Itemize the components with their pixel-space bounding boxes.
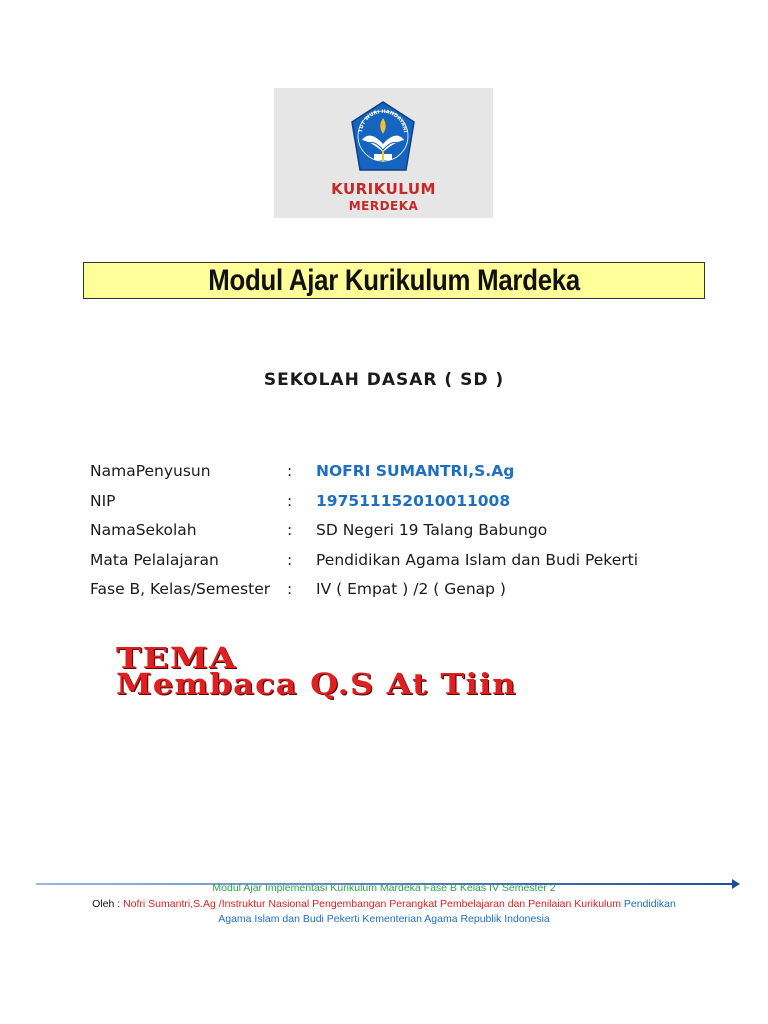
info-label: NamaPenyusun: [90, 462, 211, 480]
title-banner: [83, 262, 705, 299]
footer-author: Nofri Sumantri,S.Ag /Instruktur Nasional Pengembangan Perangkat Pembelajaran dan Penilaian Kurikulum: [123, 898, 621, 910]
info-label: NamaSekolah: [90, 521, 197, 539]
school-name-value: SD Negeri 19 Talang Babungo: [316, 521, 548, 539]
theme-label: TEMA: [116, 641, 237, 675]
nip-value: 197511152010011008: [316, 491, 511, 510]
tut-wuri-handayani-emblem-icon: [350, 100, 416, 176]
footer-module-caption: Modul Ajar Implementasi Kurikulum Mardeka Fase B Kelas IV Semester 2: [212, 882, 556, 894]
theme-heading: [116, 641, 517, 701]
school-level-heading: SEKOLAH DASAR ( SD ): [263, 370, 505, 390]
info-row-subject: [90, 549, 710, 579]
footer-by-label: Oleh :: [92, 898, 121, 910]
author-name-value: NOFRI SUMANTRI,S.Ag: [316, 462, 515, 480]
info-label: Fase B, Kelas/Semester: [90, 580, 271, 598]
subject-value: Pendidikan Agama Islam dan Budi Pekerti: [316, 550, 639, 569]
theme-title: Membaca Q.S At Tiin: [116, 667, 517, 701]
info-label: Mata Pelalajaran: [90, 550, 219, 569]
author-info-table: [90, 460, 710, 608]
info-row-school: [90, 519, 710, 549]
info-colon: :: [287, 462, 293, 480]
info-row-phase: [90, 578, 710, 608]
kurikulum-merdeka-logo: [274, 88, 493, 218]
info-label: NIP: [90, 491, 116, 510]
info-colon: :: [287, 580, 293, 598]
info-colon: :: [287, 550, 293, 569]
footer-dept-part1: Pendidikan: [623, 898, 676, 910]
svg-text:TUT WURI HANDAYANI: TUT WURI HANDAYANI: [358, 108, 408, 133]
info-row-author: [90, 460, 710, 490]
info-colon: :: [287, 521, 293, 539]
info-colon: :: [287, 491, 293, 510]
phase-class-semester-value: IV ( Empat ) /2 ( Genap ): [316, 580, 506, 598]
footer-author-line: [0, 898, 768, 910]
logo-text-merdeka: MERDEKA: [348, 199, 419, 213]
document-title: Modul Ajar Kurikulum Mardeka: [208, 263, 580, 297]
logo-text-kurikulum: KURIKULUM: [331, 180, 436, 198]
footer-dept-line: Agama Islam dan Budi Pekerti Kementerian Agama Republik Indonesia: [218, 913, 550, 925]
info-row-nip: [90, 490, 710, 520]
